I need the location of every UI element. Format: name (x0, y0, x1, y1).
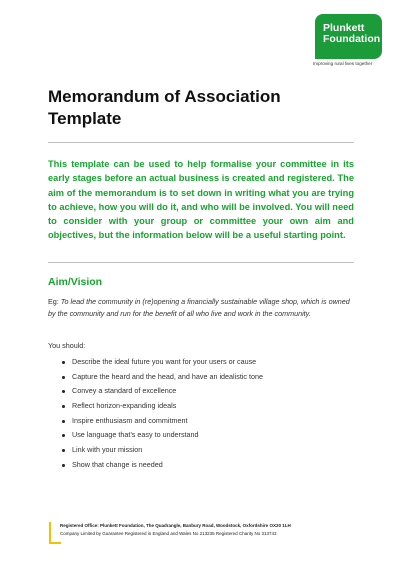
list-item: Link with your mission (48, 443, 354, 458)
list-item: Describe the ideal future you want for your users or cause (48, 355, 354, 370)
footer-accent-corner (49, 542, 61, 544)
section-title-aim-vision: Aim/Vision (48, 276, 103, 288)
footer-accent-bar (49, 522, 51, 544)
divider-middle (48, 262, 354, 263)
page-title (48, 86, 348, 130)
you-should-label: You should: (48, 341, 86, 350)
list-item: Show that change is needed (48, 458, 354, 473)
list-item: Convey a standard of excellence (48, 384, 354, 399)
list-item: Use language that’s easy to understand (48, 428, 354, 443)
footer-company-info: Company Limited by Guarantee Registered in England and Wales No 213235 Registered Charity No 313743 (60, 531, 277, 536)
intro-paragraph: This template can be used to help formalise your committee in its early stages before an actual business is created and registered. The aim of the memorandum is to set down in writing what you are trying to achieve, how you will do it, and who will be involved. You will need to consider with your group or committee your own aim and objectives, but the information below will be a useful starting point. (48, 159, 354, 241)
logo-line1: Plunkett (323, 22, 365, 34)
example-body: To lead the community in (re)opening a financially sustainable village shop, which is owned by the community and run for the benefit of all who live and work in the community. (48, 297, 350, 318)
list-item: Reflect horizon-expanding ideals (48, 399, 354, 414)
plunkett-logo (315, 14, 382, 59)
logo-line2: Foundation (323, 33, 381, 45)
title-line1: Memorandum of Association (48, 87, 281, 106)
footer-registered-office: Registered Office: Plunkett Foundation, The Quadrangle, Banbury Road, Woodstock, Oxfordshire OX20 1LH (60, 523, 291, 528)
bullet-list (48, 355, 354, 473)
title-line2: Template (48, 109, 122, 128)
example-prefix: Eg: (48, 297, 61, 306)
logo-tagline: Improving rural lives together (313, 61, 373, 66)
list-item: Capture the heard and the head, and have an idealistic tone (48, 370, 354, 385)
list-item: Inspire enthusiasm and commitment (48, 414, 354, 429)
divider-top (48, 142, 354, 143)
example-text (48, 296, 354, 319)
